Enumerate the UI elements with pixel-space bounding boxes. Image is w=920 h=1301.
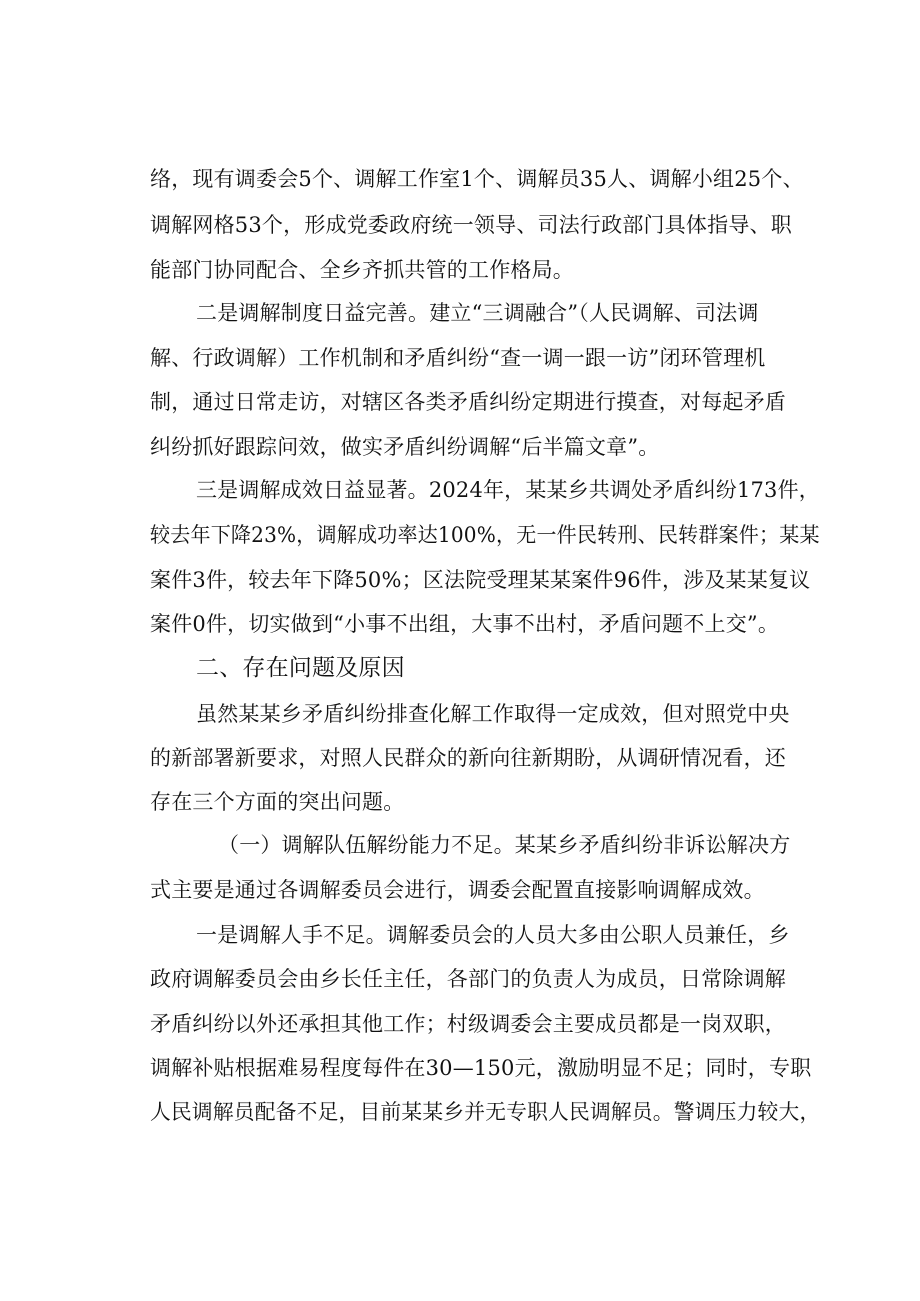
- paragraph-line: 纠纷抓好跟踪问效，做实矛盾纠纷调解“后半篇文章”。: [150, 435, 660, 459]
- paragraph-line: 三是调解成效日益显著。2024年，某某乡共调处矛盾纠纷173件，: [196, 478, 820, 502]
- paragraph-line: 能部门协同配合、全乡齐抓共管的工作格局。: [150, 258, 574, 282]
- paragraph-line: 案件0件，切实做到“小事不出组，大事不出村，矛盾问题不上交”。: [150, 612, 780, 636]
- paragraph-line: 调解补贴根据难易程度每件在30—150元，激励明显不足；同时，专职: [150, 1056, 812, 1080]
- section-heading: 二、存在问题及原因: [196, 655, 405, 681]
- paragraph-line: 调解网格53个，形成党委政府统一领导、司法行政部门具体指导、职: [150, 213, 792, 237]
- paragraph-line: 人民调解员配备不足，目前某某乡并无专职人民调解员。警调压力较大，: [150, 1100, 821, 1124]
- paragraph-line: 解、行政调解）工作机制和矛盾纠纷“查一调一跟一访”闭环管理机: [150, 346, 766, 370]
- paragraph-line: 一是调解人手不足。调解委员会的人员大多由公职人员兼任，乡: [196, 923, 790, 947]
- paragraph-line: 矛盾纠纷以外还承担其他工作；村级调委会主要成员都是一岗双职，: [150, 1012, 786, 1036]
- paragraph-line: 案件3件，较去年下降50%；区法院受理某某案件96件，涉及某某复议: [150, 568, 811, 592]
- paragraph-line: 的新部署新要求，对照人民群众的新向往新期盼，从调研情况看，还: [150, 746, 786, 770]
- paragraph-line: 络，现有调委会5个、调解工作室1个、调解员35人、调解小组25个、: [150, 167, 804, 191]
- paragraph-line: 存在三个方面的突出问题。: [150, 790, 405, 814]
- paragraph-line: 二是调解制度日益完善。建立“三调融合”（人民调解、司法调: [196, 301, 759, 325]
- paragraph-line: 式主要是通过各调解委员会进行，调委会配置直接影响调解成效。: [150, 878, 765, 902]
- paragraph-line: 政府调解委员会由乡长任主任，各部门的负责人为成员，日常除调解: [150, 967, 786, 991]
- paragraph-line: 虽然某某乡矛盾纠纷排查化解工作取得一定成效，但对照党中央: [196, 702, 790, 726]
- paragraph-line: 较去年下降23%，调解成功率达100%，无一件民转刑、民转群案件；某某: [150, 523, 820, 547]
- paragraph-line: （一）调解队伍解纷能力不足。某某乡矛盾纠纷非诉讼解决方: [218, 833, 791, 857]
- paragraph-line: 制，通过日常走访，对辖区各类矛盾纠纷定期进行摸查，对每起矛盾: [150, 390, 786, 414]
